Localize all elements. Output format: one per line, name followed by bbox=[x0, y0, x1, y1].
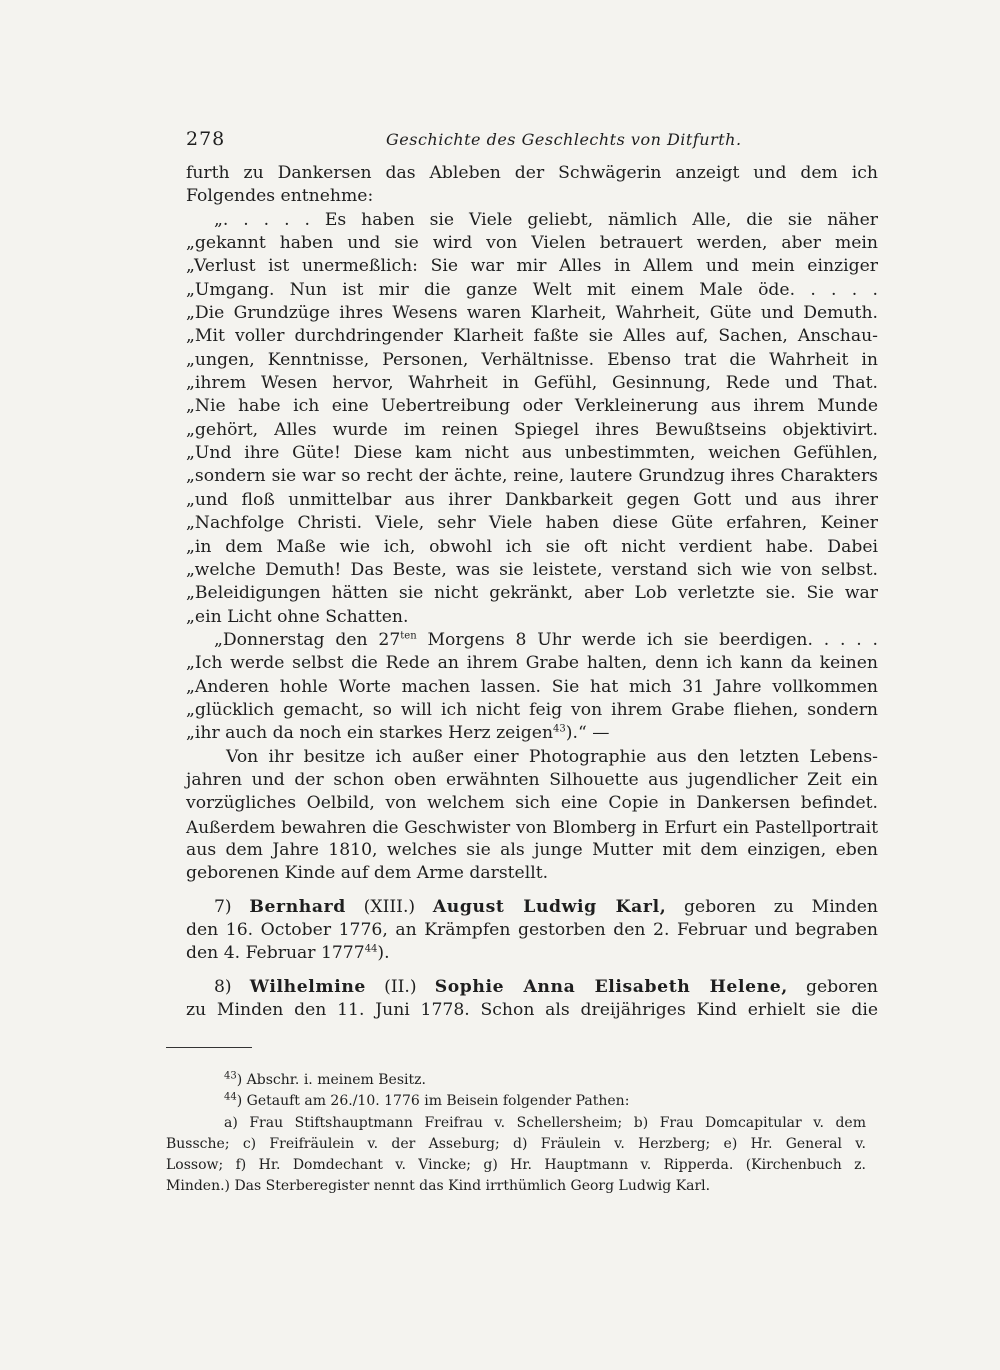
entry-number: 8) bbox=[214, 976, 250, 997]
footnote-ref-43: 43 bbox=[553, 723, 566, 735]
text-line: jahren und der schon oben erwähnten Silhouette aus jugendlicher Zeit ein bbox=[186, 769, 878, 790]
quote-line: „Umgang. Nun ist mir die ganze Welt mit einem Male öde. . . . . bbox=[186, 279, 878, 300]
entry-name: August Ludwig Karl, bbox=[432, 896, 667, 917]
text-line: vorzügliches Oelbild, von welchem sich eine Copie in Dankersen befindet. bbox=[186, 793, 878, 814]
quote-line: „Anderen hohle Worte machen lassen. Sie hat mich 31 Jahre vollkommen bbox=[186, 676, 878, 697]
footnote-divider bbox=[166, 1047, 252, 1048]
quote-line: „ungen, Kenntnisse, Personen, Verhältnisse. Ebenso trat die Wahrheit in bbox=[186, 349, 878, 370]
quote-line bbox=[186, 722, 878, 745]
entry-name: Bernhard bbox=[249, 896, 346, 917]
footnote-mark: 43 bbox=[224, 1070, 237, 1082]
footnote-43 bbox=[166, 1070, 866, 1091]
quote-line: „Die Grundzüge ihres Wesens waren Klarheit, Wahrheit, Güte und Demuth. bbox=[186, 303, 878, 324]
text-fragment: geboren zu Minden bbox=[666, 896, 878, 917]
entry-name: Sophie Anna Elisabeth Helene, bbox=[434, 976, 788, 997]
text-fragment: ).“ — bbox=[565, 723, 610, 744]
footnotes bbox=[166, 1070, 866, 1198]
text-fragment: den 4. Februar 1777 bbox=[186, 943, 365, 964]
quote-line bbox=[186, 629, 878, 652]
entry-name: Wilhelmine bbox=[249, 976, 366, 997]
quote-line: „glücklich gemacht, so will ich nicht feig von ihrem Grabe fliehen, sondern bbox=[186, 699, 878, 720]
quote-line: „gekannt haben und sie wird von Vielen betrauert werden, aber mein bbox=[186, 233, 878, 254]
text-line: Außerdem bewahren die Geschwister von Blomberg in Erfurt ein Pastellportrait bbox=[186, 816, 878, 837]
footnote-line: Lossow; f) Hr. Domdechant v. Vincke; g) Hr. Hauptmann v. Ripperda. (Kirchenbuch z. bbox=[166, 1157, 866, 1174]
footnote-text: ) Abschr. i. meinem Besitz. bbox=[236, 1072, 426, 1088]
quote-line: „Beleidigungen hätten sie nicht gekränkt, aber Lob verletzte sie. Sie war bbox=[186, 583, 878, 604]
footnote-line: Minden.) Das Sterberegister nennt das Kind irrthümlich Georg Ludwig Karl. bbox=[166, 1178, 711, 1195]
running-title: Geschichte des Geschlechts von Ditfurth. bbox=[386, 130, 742, 149]
quote-line: „Ich werde selbst die Rede an ihrem Grabe halten, denn ich kann da keinen bbox=[186, 653, 878, 674]
text-fragment: Morgens 8 Uhr werde ich sie beerdigen. . . . . bbox=[416, 629, 879, 650]
footnote-line: a) Frau Stiftshauptmann Freifrau v. Schellersheim; b) Frau Domcapitular v. dem bbox=[224, 1114, 866, 1131]
superscript: ten bbox=[400, 630, 417, 642]
text-line: zu Minden den 11. Juni 1778. Schon als dreijähriges Kind erhielt sie die bbox=[186, 1000, 878, 1021]
quote-line: „und floß unmittelbar aus ihrer Dankbarkeit gegen Gott und aus ihrer bbox=[186, 489, 878, 510]
quote-line: „ein Licht ohne Schatten. bbox=[186, 606, 409, 627]
text-fragment: geboren bbox=[787, 976, 878, 997]
entry-line bbox=[186, 896, 878, 919]
footnote-44 bbox=[166, 1091, 866, 1112]
text-line: Von ihr besitze ich außer einer Photographie aus den letzten Lebens- bbox=[226, 746, 878, 767]
footnote-ref-44: 44 bbox=[364, 943, 378, 955]
quote-line: „sondern sie war so recht der ächte, reine, lautere Grundzug ihres Charakters bbox=[186, 466, 878, 487]
text-fragment: „Donnerstag den 27 bbox=[214, 629, 401, 650]
text-line: den 16. October 1776, an Krämpfen gestorben den 2. Februar und begraben bbox=[186, 920, 878, 940]
entry-number: 7) bbox=[214, 896, 250, 917]
quote-line: „in dem Maße wie ich, obwohl ich sie oft nicht verdient habe. Dabei bbox=[186, 536, 878, 557]
text-fragment: (XIII.) bbox=[345, 896, 433, 917]
page-number: 278 bbox=[186, 128, 226, 150]
footnote-mark: 44 bbox=[224, 1091, 237, 1103]
footnote-text: ) Getauft am 26./10. 1776 im Beisein folgender Pathen: bbox=[236, 1093, 630, 1110]
entry-line bbox=[186, 976, 878, 999]
quote-line: „. . . . . Es haben sie Viele geliebt, nämlich Alle, die sie näher bbox=[214, 209, 878, 230]
main-text bbox=[186, 162, 878, 1022]
quote-line: „Verlust ist unermeßlich: Sie war mir Alles in Allem und mein einziger bbox=[186, 256, 878, 277]
footnote-line: Bussche; c) Freifräulein v. der Asseburg; d) Fräulein v. Herzberg; e) Hr. General v. bbox=[166, 1135, 866, 1152]
text-line: furth zu Dankersen das Ableben der Schwägerin anzeigt und dem ich bbox=[186, 163, 878, 183]
text-fragment: (II.) bbox=[365, 976, 435, 997]
quote-line: „welche Demuth! Das Beste, was sie leistete, verstand sich wie von selbst. bbox=[186, 559, 878, 580]
quote-line: „Nie habe ich eine Uebertreibung oder Verkleinerung aus ihrem Munde bbox=[186, 396, 878, 417]
text-line: geborenen Kinde auf dem Arme darstellt. bbox=[186, 863, 549, 884]
text-line: aus dem Jahre 1810, welches sie als junge Mutter mit dem einzigen, eben bbox=[186, 839, 878, 860]
quote-line: „ihrem Wesen hervor, Wahrheit in Gefühl, Gesinnung, Rede und That. bbox=[186, 373, 878, 394]
text-line: Folgendes entnehme: bbox=[186, 186, 374, 207]
quote-line: „Mit voller durchdringender Klarheit faßte sie Alles auf, Sachen, Anschau- bbox=[186, 326, 878, 347]
quote-line: „Nachfolge Christi. Viele, sehr Viele haben diese Güte erfahren, Keiner bbox=[186, 513, 878, 534]
page-header bbox=[186, 128, 742, 150]
text-fragment: „ihr auch da noch ein starkes Herz zeigen bbox=[186, 723, 554, 744]
text-line bbox=[186, 942, 878, 965]
text-fragment: ). bbox=[377, 943, 390, 964]
quote-line: „Und ihre Güte! Diese kam nicht aus unbestimmten, weichen Gefühlen, bbox=[186, 443, 878, 464]
quote-line: „gehört, Alles wurde im reinen Spiegel ihres Bewußtseins objektivirt. bbox=[186, 419, 878, 440]
